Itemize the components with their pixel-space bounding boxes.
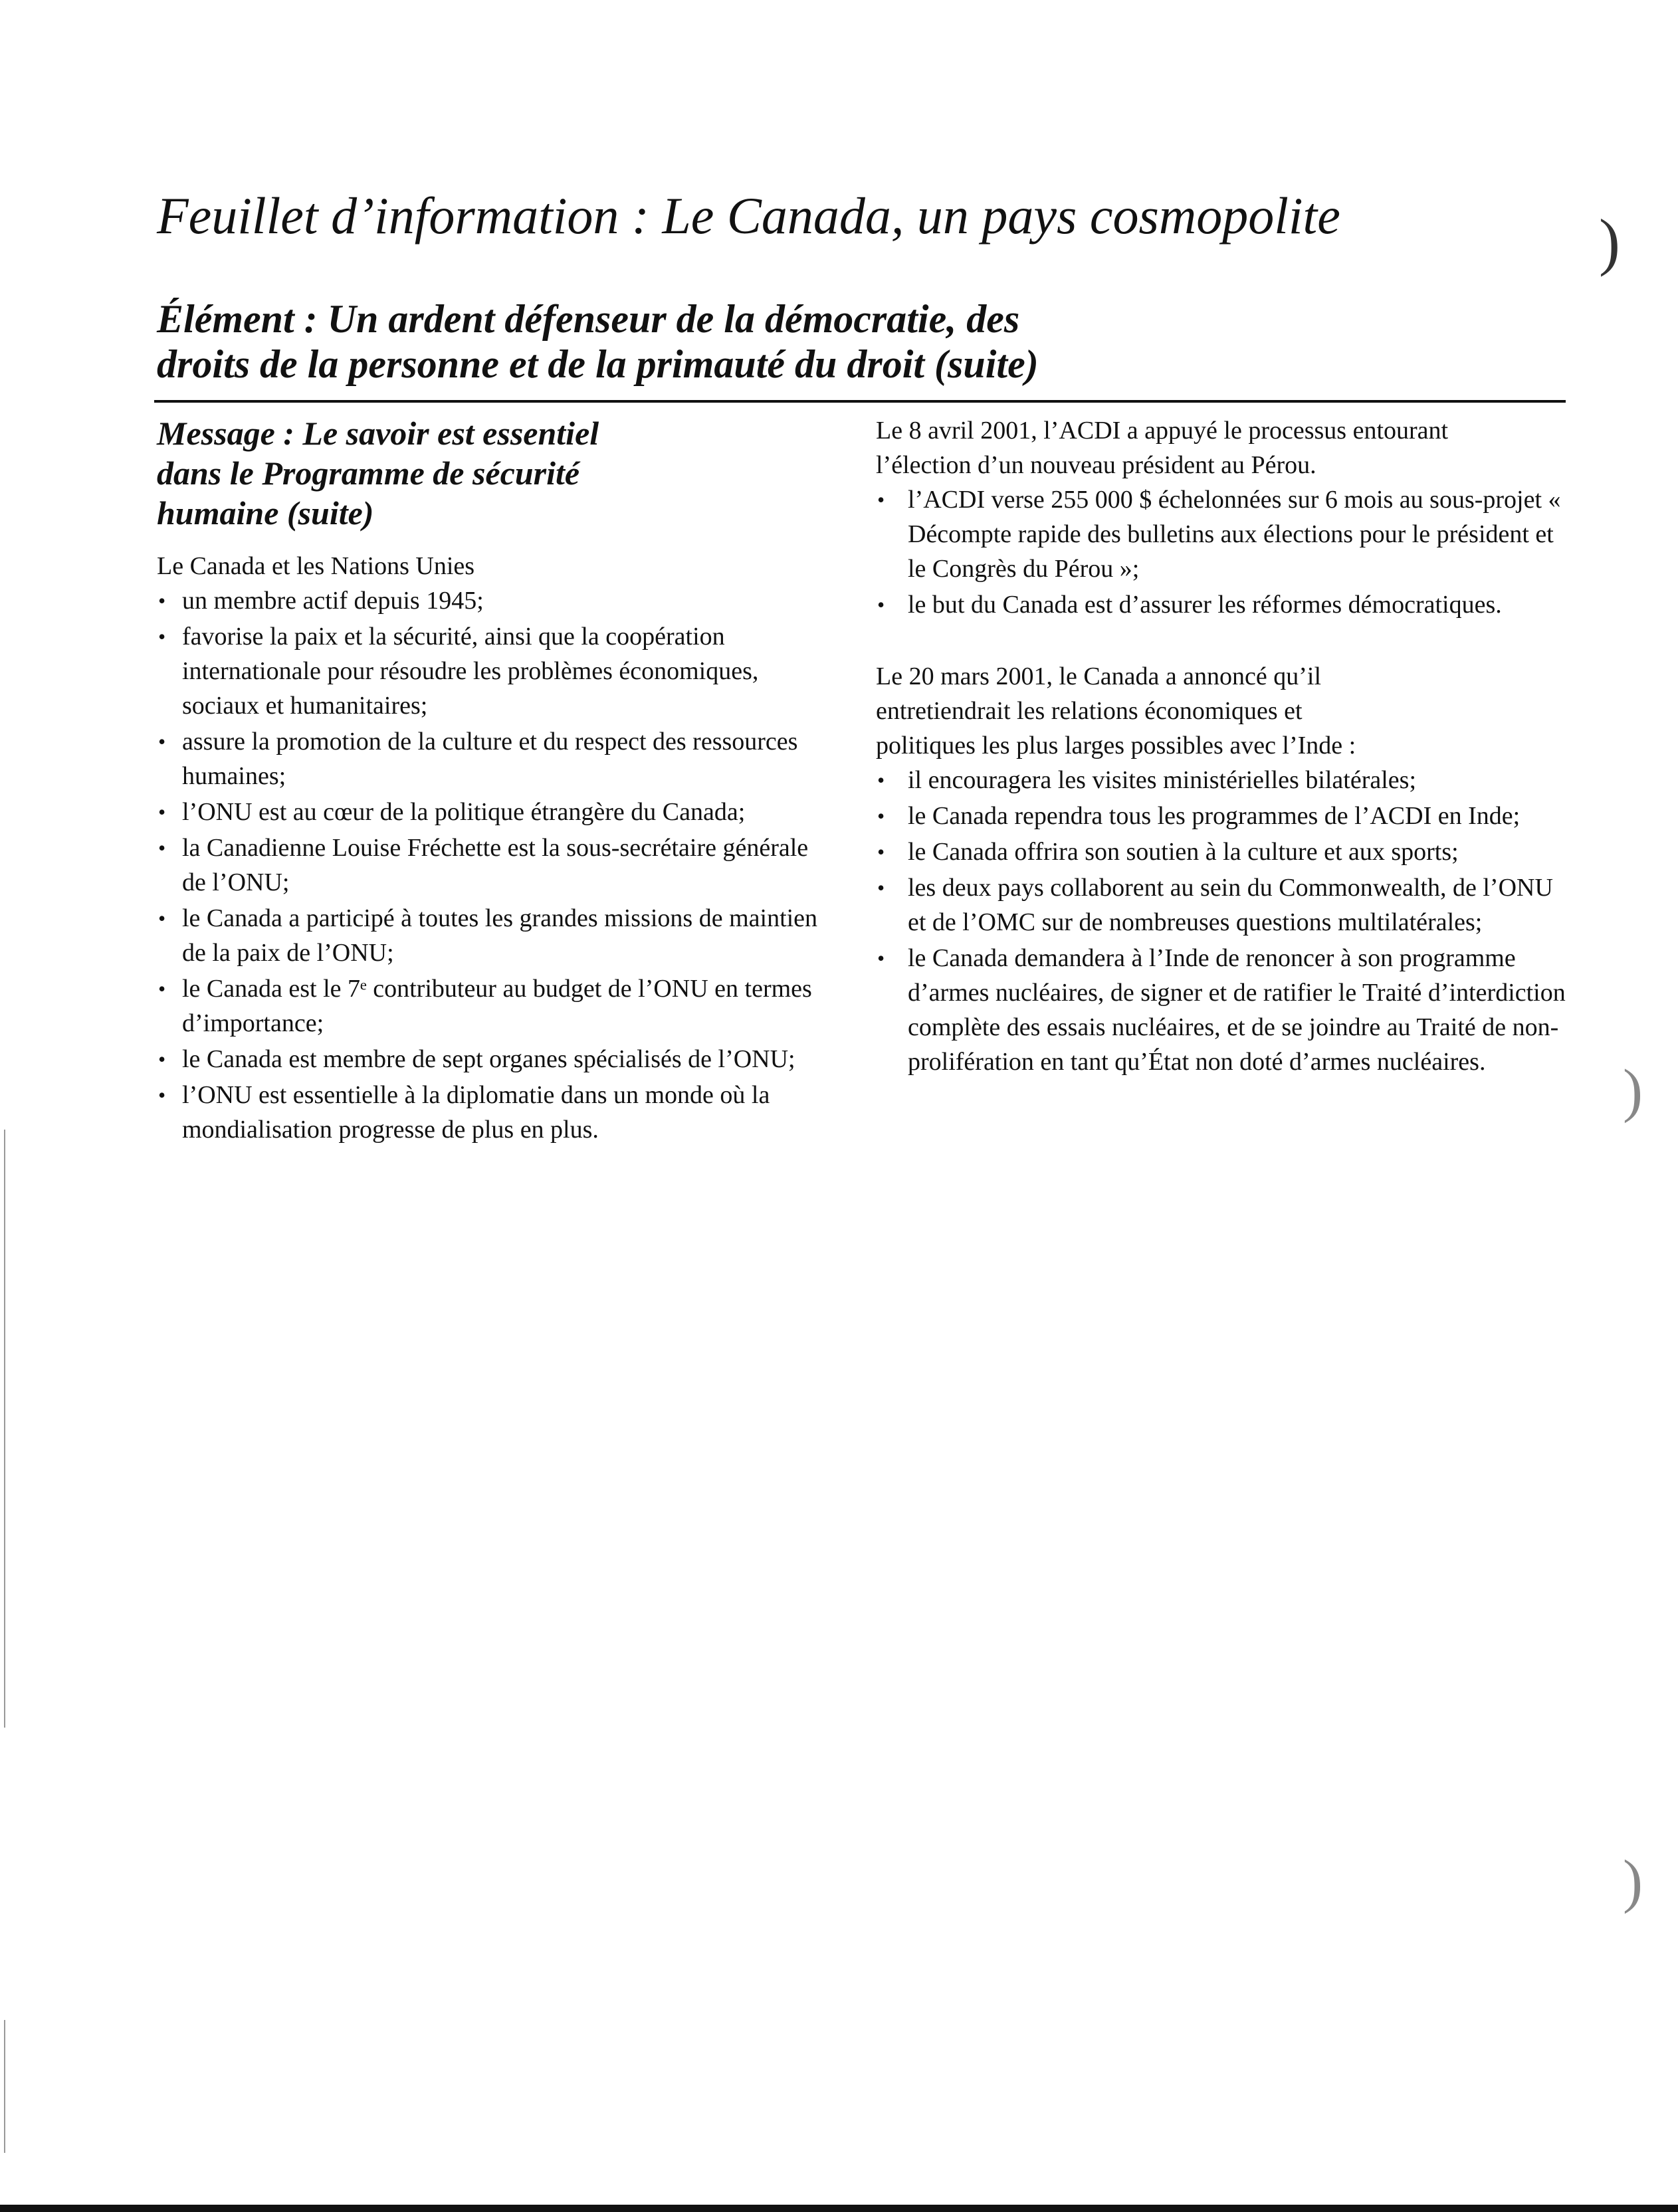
list-item: [157, 724, 821, 793]
paragraph-line: entretiendrait les relations économiques et: [876, 697, 1303, 725]
message-heading: [157, 413, 821, 533]
list-item: [876, 870, 1570, 940]
binder-bracket-mark: ): [1623, 1849, 1643, 1914]
scan-edge-line: [4, 1130, 5, 1728]
paragraph-line: Le 20 mars 2001, le Canada a annoncé qu’il: [876, 662, 1322, 690]
element-heading: [157, 296, 1473, 387]
list-item: [876, 482, 1570, 586]
scan-bottom-edge: [0, 2205, 1678, 2212]
list-item-text: la Canadienne Louise Fréchette est la sous-secrétaire générale de l’ONU;: [182, 834, 809, 896]
list-item: [157, 795, 821, 829]
intro-text: Le Canada et les Nations Unies: [157, 552, 475, 580]
list-item: [157, 831, 821, 900]
bullet-icon: •: [158, 1047, 166, 1071]
left-bullet-list: [157, 583, 821, 1147]
paragraph-spacer: [876, 627, 1570, 659]
bullet-icon: •: [158, 977, 166, 1001]
paragraph-line: l’élection d’un nouveau président au Pérou.: [876, 451, 1316, 479]
bullet-icon: •: [877, 876, 885, 900]
list-item: [876, 941, 1570, 1079]
list-item: [157, 619, 821, 723]
paragraph-line: politiques les plus larges possibles avec l’Inde :: [876, 732, 1356, 759]
list-item-text: le Canada offrira son soutien à la culture et aux sports;: [908, 838, 1459, 866]
bullet-icon: •: [158, 1083, 166, 1107]
bullet-icon: •: [158, 730, 166, 754]
page-title: Feuillet d’information : Le Canada, un pays cosmopolite: [157, 187, 1340, 245]
list-item-text: le Canada est membre de sept organes spécialisés de l’ONU;: [182, 1045, 795, 1073]
list-item-text: l’ACDI verse 255 000 $ échelonnées sur 6 mois au sous-projet « Décompte rapide des bulletins aux élections pour le président et le Congrès du Pérou »;: [908, 486, 1561, 583]
bullet-icon: •: [877, 768, 885, 792]
list-item-text: le but du Canada est d’assurer les réformes démocratiques.: [908, 591, 1502, 619]
paragraph-acdi-peru: [876, 413, 1570, 482]
list-item: [157, 583, 821, 618]
scan-edge-line: [4, 2020, 5, 2153]
india-bullet-list: [876, 763, 1570, 1079]
list-item-text: l’ONU est au cœur de la politique étrangère du Canada;: [182, 798, 746, 826]
left-column: [157, 413, 821, 1152]
message-heading-line: humaine (suite): [157, 494, 374, 532]
bullet-icon: •: [158, 625, 166, 649]
list-item-text: le Canada a participé à toutes les grandes missions de maintien de la paix de l’ONU;: [182, 904, 818, 967]
list-item-text: il encouragera les visites ministérielles bilatérales;: [908, 766, 1417, 794]
bullet-icon: •: [158, 836, 166, 860]
bullet-icon: •: [158, 800, 166, 824]
bullet-icon: •: [877, 804, 885, 828]
message-heading-line: Message : Le savoir est essentiel: [157, 415, 599, 452]
list-item-text: le Canada est le 7ᵉ contributeur au budget de l’ONU en termes d’importance;: [182, 975, 812, 1037]
binder-bracket-mark: ): [1599, 206, 1620, 277]
bullet-icon: •: [158, 906, 166, 930]
list-item-text: un membre actif depuis 1945;: [182, 587, 484, 615]
bullet-icon: •: [877, 946, 885, 970]
list-item: [157, 1042, 821, 1076]
list-item-text: le Canada rependra tous les programmes de l’ACDI en Inde;: [908, 802, 1521, 830]
list-item: [876, 763, 1570, 797]
peru-bullet-list: [876, 482, 1570, 622]
bullet-icon: •: [877, 840, 885, 864]
list-item: [157, 971, 821, 1041]
list-item-text: favorise la paix et la sécurité, ainsi que la coopération internationale pour résoudre les problèmes économiques, sociaux et humanitaires;: [182, 623, 759, 720]
list-item: [157, 1078, 821, 1147]
list-item: [876, 587, 1570, 622]
list-item-text: les deux pays collaborent au sein du Commonwealth, de l’ONU et de l’OMC sur de nombreuses questions multilatérales;: [908, 874, 1553, 936]
list-item: [876, 799, 1570, 833]
bullet-icon: •: [877, 593, 885, 617]
paragraph-canada-india: [876, 659, 1570, 763]
list-item-text: assure la promotion de la culture et du respect des ressources humaines;: [182, 728, 798, 790]
element-heading-line: droits de la personne et de la primauté du droit (suite): [157, 342, 1039, 386]
list-item-text: le Canada demandera à l’Inde de renoncer à son programme d’armes nucléaires, de signer et de ratifier le Traité d’interdiction complète des essais nucléaires, et de se joindre au Traité de non-prolifération en tant qu’État non doté d’armes nucléaires.: [908, 944, 1566, 1076]
element-heading-line: Élément : Un ardent défenseur de la démocratie, des: [157, 297, 1020, 341]
binder-bracket-mark: ): [1623, 1058, 1643, 1124]
paragraph-line: Le 8 avril 2001, l’ACDI a appuyé le processus entourant: [876, 417, 1449, 445]
bullet-icon: •: [158, 589, 166, 613]
heading-rule: [154, 400, 1566, 403]
right-column: [876, 413, 1570, 1084]
list-item-text: l’ONU est essentielle à la diplomatie dans un monde où la mondialisation progresse de plus en plus.: [182, 1081, 770, 1144]
bullet-icon: •: [877, 488, 885, 512]
message-heading-line: dans le Programme de sécurité: [157, 454, 580, 492]
list-item: [157, 901, 821, 970]
list-item: [876, 835, 1570, 869]
